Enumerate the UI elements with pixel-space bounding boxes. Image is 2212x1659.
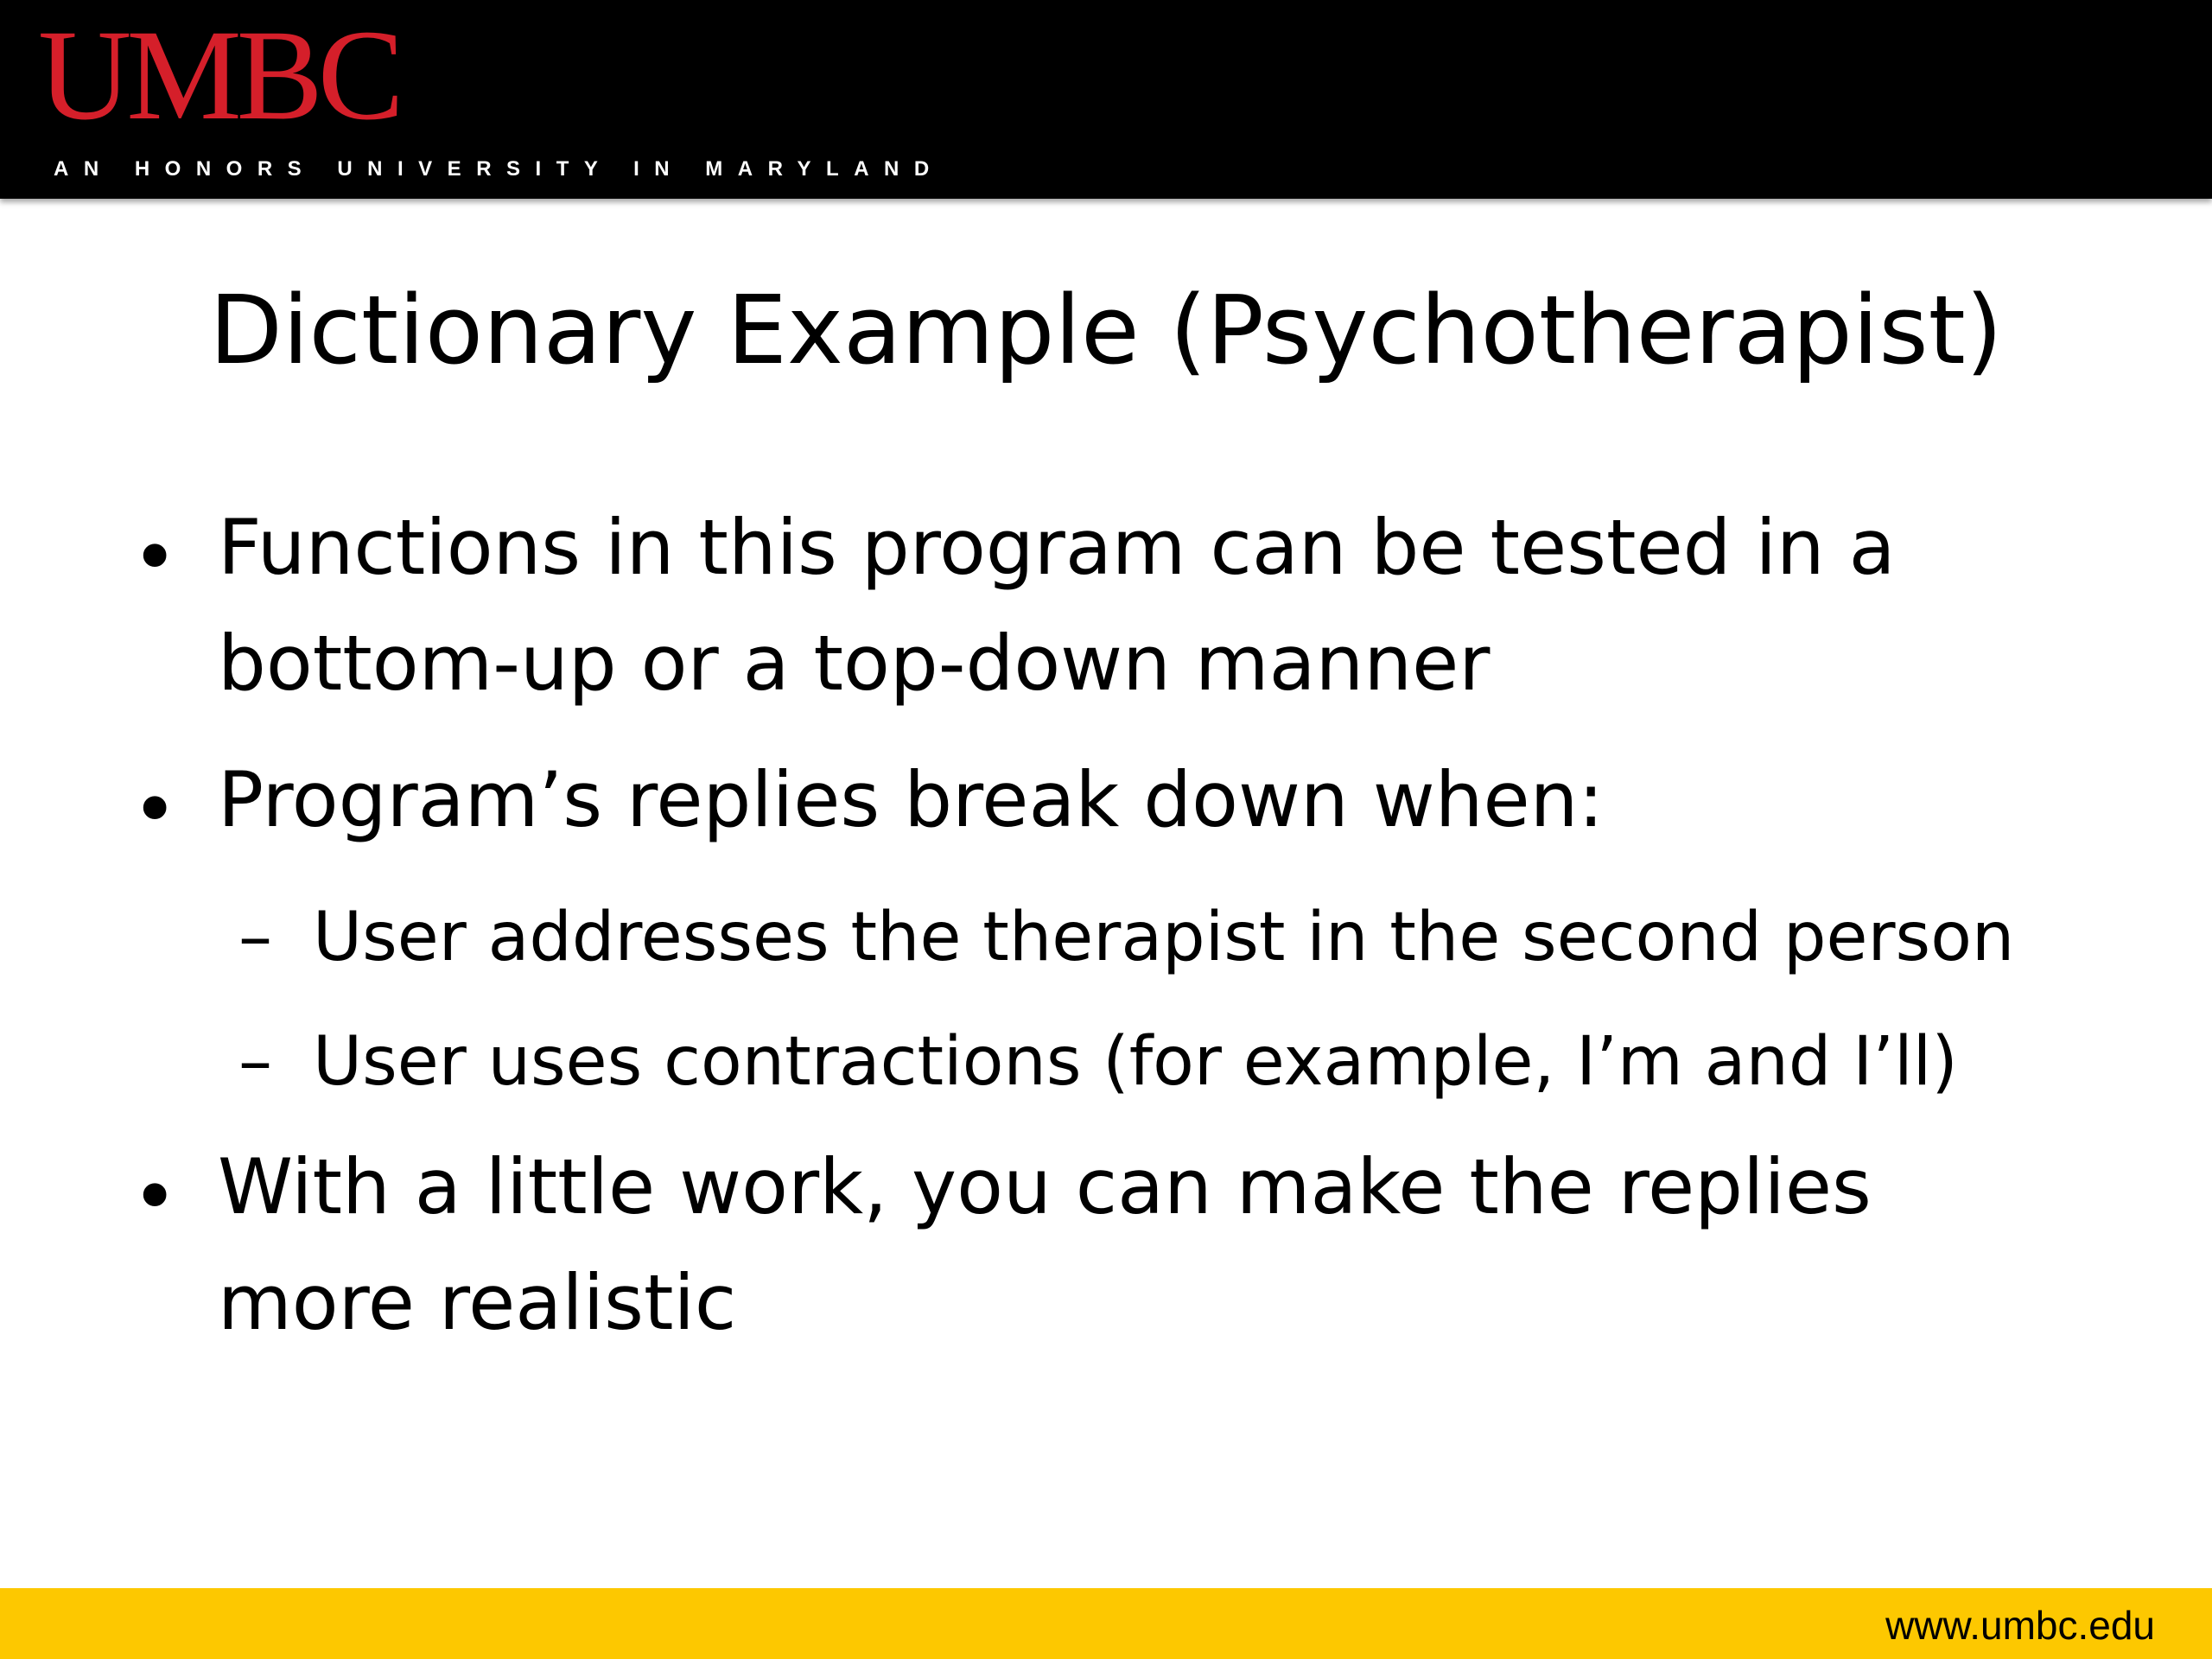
footer-url: www.umbc.edu: [1885, 1603, 2155, 1648]
sub-bullet-text: User addresses the therapist in the second person: [313, 899, 2015, 976]
logo-tagline: AN HONORS UNIVERSITY IN MARYLAND: [54, 157, 944, 181]
sub-bullet-text: User uses contractions (for example, I’m and I’ll): [313, 1023, 1958, 1101]
footer-bar: [0, 1588, 2212, 1659]
slide-title: Dictionary Example (Psychotherapist): [209, 275, 2003, 385]
bullet-marker: •: [131, 512, 179, 604]
bullet-marker: •: [131, 764, 179, 856]
sub-bullet-marker: –: [238, 899, 272, 976]
bullet-marker: •: [131, 1151, 179, 1243]
bullet-text: With a little work, you can make the replies: [218, 1142, 1872, 1231]
bullet-text: bottom-up or a top-down manner: [218, 619, 1491, 708]
bullet-text: more realistic: [218, 1258, 737, 1347]
bullet-text: Program’s replies break down when:: [218, 755, 1605, 844]
umbc-logo: UMBC: [38, 3, 399, 147]
bullet-text: Functions in this program can be tested in a: [218, 503, 1896, 592]
sub-bullet-marker: –: [238, 1023, 272, 1101]
header-bar: [0, 0, 2212, 199]
